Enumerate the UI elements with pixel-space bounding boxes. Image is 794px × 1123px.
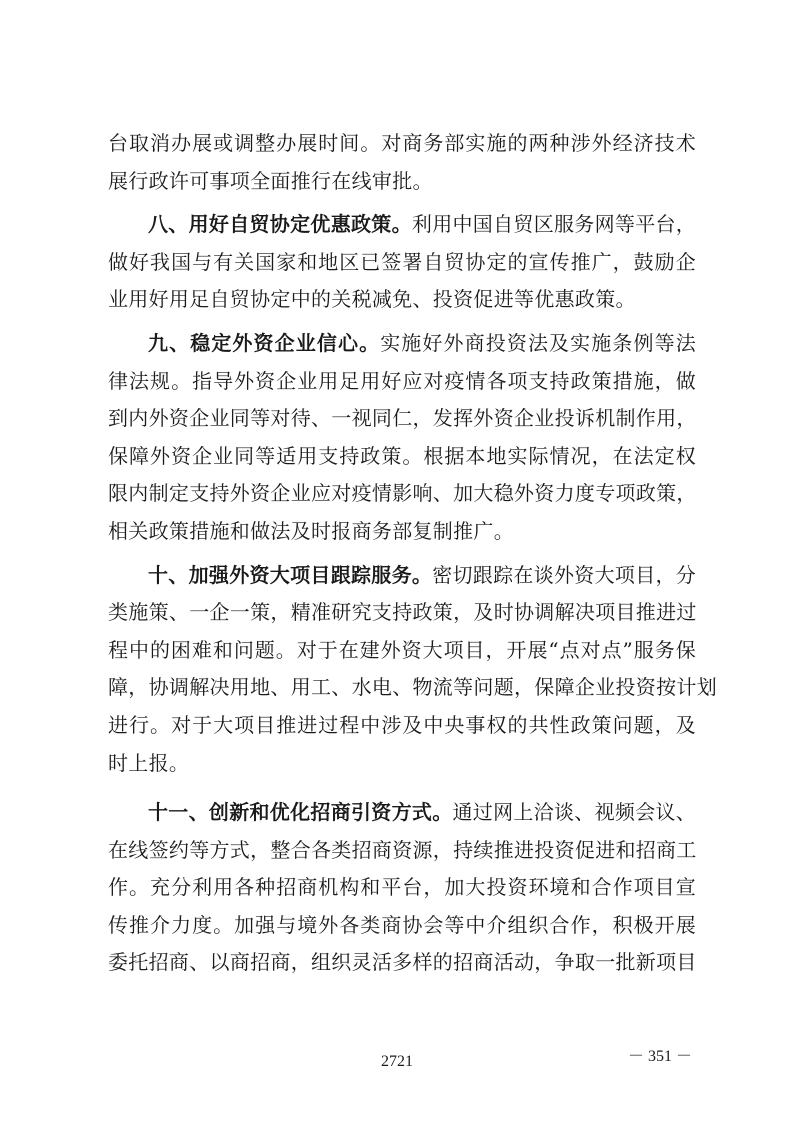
text-line: 作。充分利用各种招商机构和平台，加大投资环境和合作项目宣 <box>108 875 696 900</box>
document-number: 2721 <box>381 1053 413 1070</box>
text-line: 到内外资企业同等对待、一视同仁，发挥外资企业投诉机制作用， <box>108 406 697 431</box>
paragraph <box>108 557 717 783</box>
text-segment: 实施好外商投资法及实施条例等法 <box>380 330 696 355</box>
text-line: 障，协调解决用地、用工、水电、物流等问题，保障企业投资按计划 <box>108 675 717 700</box>
text-line: 做好我国与有关国家和地区已签署自贸协定的宣传推广，鼓励企 <box>108 249 696 274</box>
section-heading: 十、加强外资大项目跟踪服务。 <box>148 562 433 587</box>
text-line: 在线签约等方式，整合各类招商资源，持续推进投资促进和招商工 <box>108 837 697 862</box>
text-line <box>108 206 696 244</box>
text-line <box>108 794 696 832</box>
page-number: － 351 － <box>627 1048 692 1065</box>
text-line <box>108 557 696 595</box>
document-body <box>108 125 717 982</box>
text-line: 委托招商、以商招商，组织灵活多样的招商活动，争取一批新项目 <box>108 950 697 975</box>
text-line: 律法规。指导外资企业用足用好应对疫情各项支持政策措施，做 <box>108 368 696 393</box>
paragraph <box>108 206 696 319</box>
paragraph <box>108 325 696 551</box>
text-line: 相关政策措施和做法及时报商务部复制推广。 <box>108 518 514 543</box>
text-segment: 通过网上洽谈、视频会议、 <box>452 800 697 825</box>
text-line: 展行政许可事项全面推行在线审批。 <box>108 168 433 193</box>
text-line: 程中的困难和问题。对于在建外资大项目，开展“点对点”服务保 <box>108 637 696 662</box>
paragraph <box>108 125 696 200</box>
text-line: 传推介力度。加强与境外各类商协会等中介组织合作，积极开展 <box>108 912 696 937</box>
section-heading: 九、稳定外资企业信心。 <box>148 330 381 355</box>
text-line: 时上报。 <box>108 750 190 775</box>
section-heading: 十一、创新和优化招商引资方式。 <box>148 800 453 825</box>
text-line: 类施策、一企一策，精准研究支持政策，及时协调解决项目推进过 <box>108 600 697 625</box>
text-line: 业用好用足自贸协定中的关税减免、投资促进等优惠政策。 <box>108 287 636 312</box>
text-line: 保障外资企业同等适用支持政策。根据本地实际情况，在法定权 <box>108 443 696 468</box>
text-line: 台取消办展或调整办展时间。对商务部实施的两种涉外经济技术 <box>108 131 696 155</box>
text-line <box>108 325 696 363</box>
paragraph <box>108 794 696 982</box>
text-segment: 密切跟踪在谈外资大项目，分 <box>432 562 697 587</box>
text-line: 限内制定支持外资企业应对疫情影响、加大稳外资力度专项政策， <box>108 481 697 506</box>
text-line: 进行。对于大项目推进过程中涉及中央事权的共性政策问题，及 <box>108 712 696 737</box>
text-segment: 利用中国自贸区服务网等平台， <box>411 212 697 237</box>
section-heading: 八、用好自贸协定优惠政策。 <box>148 212 412 237</box>
